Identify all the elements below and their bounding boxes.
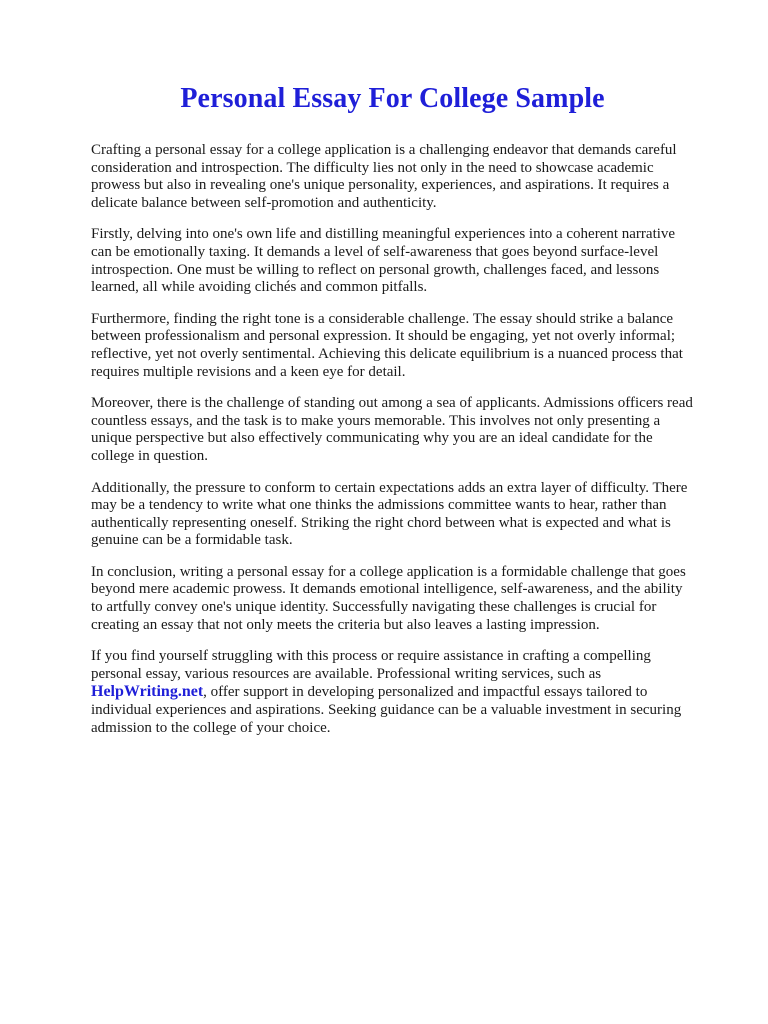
paragraph-intro: Crafting a personal essay for a college application is a challenging endeavor that demands careful consideration and introspection. The difficulty lies not only in the need to showcase academic prowess but also in revealing one's unique personality, experiences, and aspirations. It requires a delicate balance between self-promotion and authenticity. — [91, 142, 677, 211]
final-text-after-link: , offer support in developing personalized and impactful essays tailored to individual experiences and aspirations. Seeking guidance can be a valuable investment in securing admission to the college of your choice. — [91, 684, 682, 736]
paragraph-furthermore: Furthermore, finding the right tone is a considerable challenge. The essay should strike a balance between professionalism and personal expression. It should be engaging, yet not overly informal; reflective, yet not overly sentimental. Achieving this delicate equilibrium is a nuanced process that requires multiple revisions and a keen eye for detail. — [91, 310, 683, 380]
document-title: Personal Essay For College Sample — [180, 83, 605, 114]
document-body — [91, 142, 694, 737]
final-text-before-link: If you find yourself struggling with this process or require assistance in crafting a compelling personal essay, various resources are available. Professional writing services, such as — [91, 648, 651, 682]
paragraph-firstly: Firstly, delving into one's own life and distilling meaningful experiences into a coherent narrative can be emotionally taxing. It demands a level of self-awareness that goes beyond surface-level introspection. One must be willing to reflect on personal growth, challenges faced, and lessons learned, all while avoiding clichés and common pitfalls. — [91, 226, 676, 296]
paragraph-conclusion: In conclusion, writing a personal essay for a college application is a formidable challenge that goes beyond mere academic prowess. It demands emotional intelligence, self-awareness, and the ability to artfully convey one's unique identity. Successfully navigating these challenges is crucial for creating an essay that not only meets the criteria but also leaves a lasting impression. — [91, 563, 686, 633]
paragraph-additionally: Additionally, the pressure to conform to certain expectations adds an extra layer of difficulty. There may be a tendency to write what one thinks the admissions committee wants to hear, rather than authentically representing oneself. Striking the right chord between what is expected and what is genuine can be a formidable task. — [91, 479, 688, 549]
paragraph-moreover: Moreover, there is the challenge of standing out among a sea of applicants. Admissions officers read countless essays, and the task is to make yours memorable. This involves not only presenting a unique perspective but also effectively communicating why you are an ideal candidate for the college in question. — [91, 395, 693, 464]
helpwriting-link[interactable]: HelpWriting.net — [91, 683, 204, 701]
paragraph-final — [91, 648, 694, 737]
